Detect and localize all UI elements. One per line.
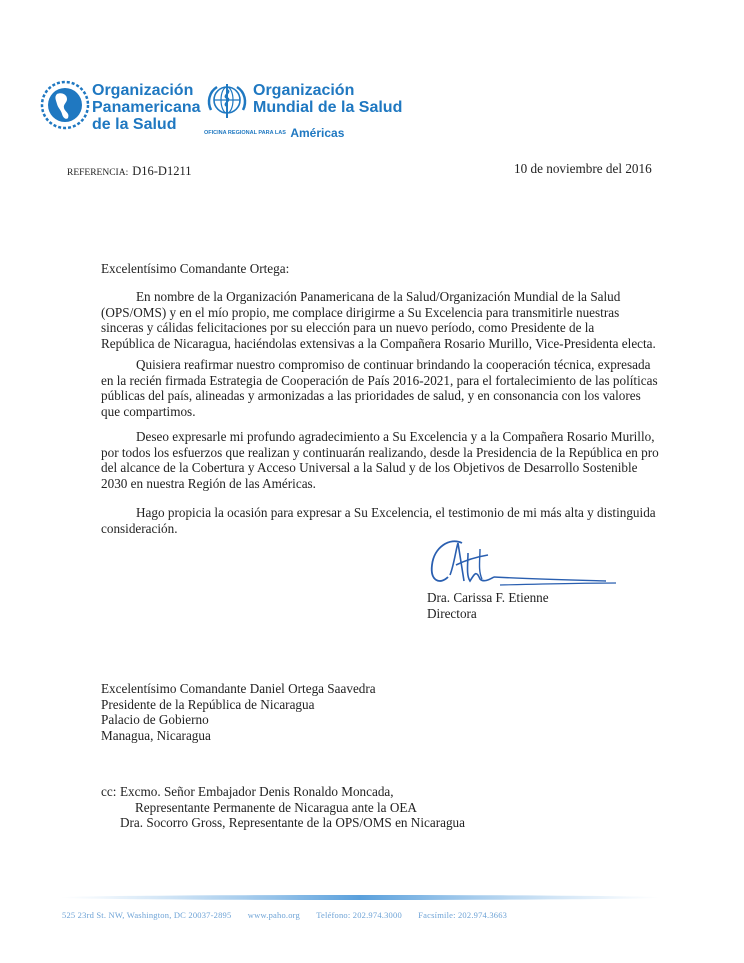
salutation: Excelentísimo Comandante Ortega: — [101, 261, 290, 276]
cc-line-3: Dra. Socorro Gross, Representante de la OPS/OMS en Nicaragua — [120, 815, 465, 830]
footer-phone: Teléfono: 202.974.3000 — [316, 910, 402, 920]
cc-label: cc: — [101, 784, 117, 799]
cc-line-2: Representante Permanente de Nicaragua ante la OEA — [135, 800, 417, 815]
footer-divider — [60, 888, 660, 895]
letter-date: 10 de noviembre del 2016 — [514, 161, 652, 176]
reference-code: D16-D1211 — [132, 164, 192, 178]
body-paragraph-4: Hago propicia la ocasión para expresar a Su Excelencia, el testimonio de mi más alta y distinguida consideración. — [101, 505, 656, 536]
signature-image — [420, 535, 620, 595]
paho-name: Organización Panamericana de la Salud — [92, 82, 201, 133]
footer-contact — [62, 910, 521, 920]
reference-label: REFERENCIA: — [67, 168, 129, 178]
reference-line — [67, 162, 192, 180]
signatory-title: Directora — [427, 606, 477, 621]
footer-fax: Facsímile: 202.974.3663 — [418, 910, 508, 920]
body-paragraph-3: Deseo expresarle mi profundo agradecimiento a Su Excelencia y a la Compañera Rosario Murillo, por todos los esfuerzos que realizan y continuarán realizando, desde la Presidencia de la República en pro del alcance de la Cobertura y Acceso Universal a la Salud y de los Objetivos de Desarrollo Sostenible 2030 en nuestra Región de las Américas. — [101, 429, 659, 491]
cc-line-1: Excmo. Señor Embajador Denis Ronaldo Moncada, — [120, 784, 394, 799]
footer-address: 525 23rd St. NW, Washington, DC 20037-2895 — [62, 910, 232, 920]
addressee-block: Excelentísimo Comandante Daniel Ortega Saavedra Presidente de la República de Nicaragua Palacio de Gobierno Managua, Nicaragua — [101, 681, 376, 743]
body-paragraph-1: En nombre de la Organización Panamericana de la Salud/Organización Mundial de la Salud (OPS/OMS) y en el mío propio, me complace dirigirme a Su Excelencia para transmitirle nuestras sinceras y cálidas felicitaciones por su elección para un nuevo período, como Presidente de la República de Nicaragua, haciéndolas extensivas a la Compañera Rosario Murillo, Vice-Presidenta electa. — [101, 289, 656, 351]
who-emblem-icon — [203, 80, 251, 124]
signatory-name: Dra. Carissa F. Etienne — [427, 590, 549, 605]
footer-web: www.paho.org — [247, 910, 301, 920]
body-paragraph-2: Quisiera reafirmar nuestro compromiso de continuar brindando la cooperación técnica, expresada en la recién firmada Estrategia de Cooperación de País 2016-2021, para el fortalecimiento de las políticas públicas del país, alineadas y armonizadas a las prioridades de salud, y en consonancia con los valores que compartimos. — [101, 357, 658, 419]
who-name: Organización Mundial de la Salud — [253, 82, 403, 116]
who-regional-office: OFICINA REGIONAL PARA LAS Américas — [204, 125, 345, 140]
paho-emblem-icon — [40, 80, 90, 130]
